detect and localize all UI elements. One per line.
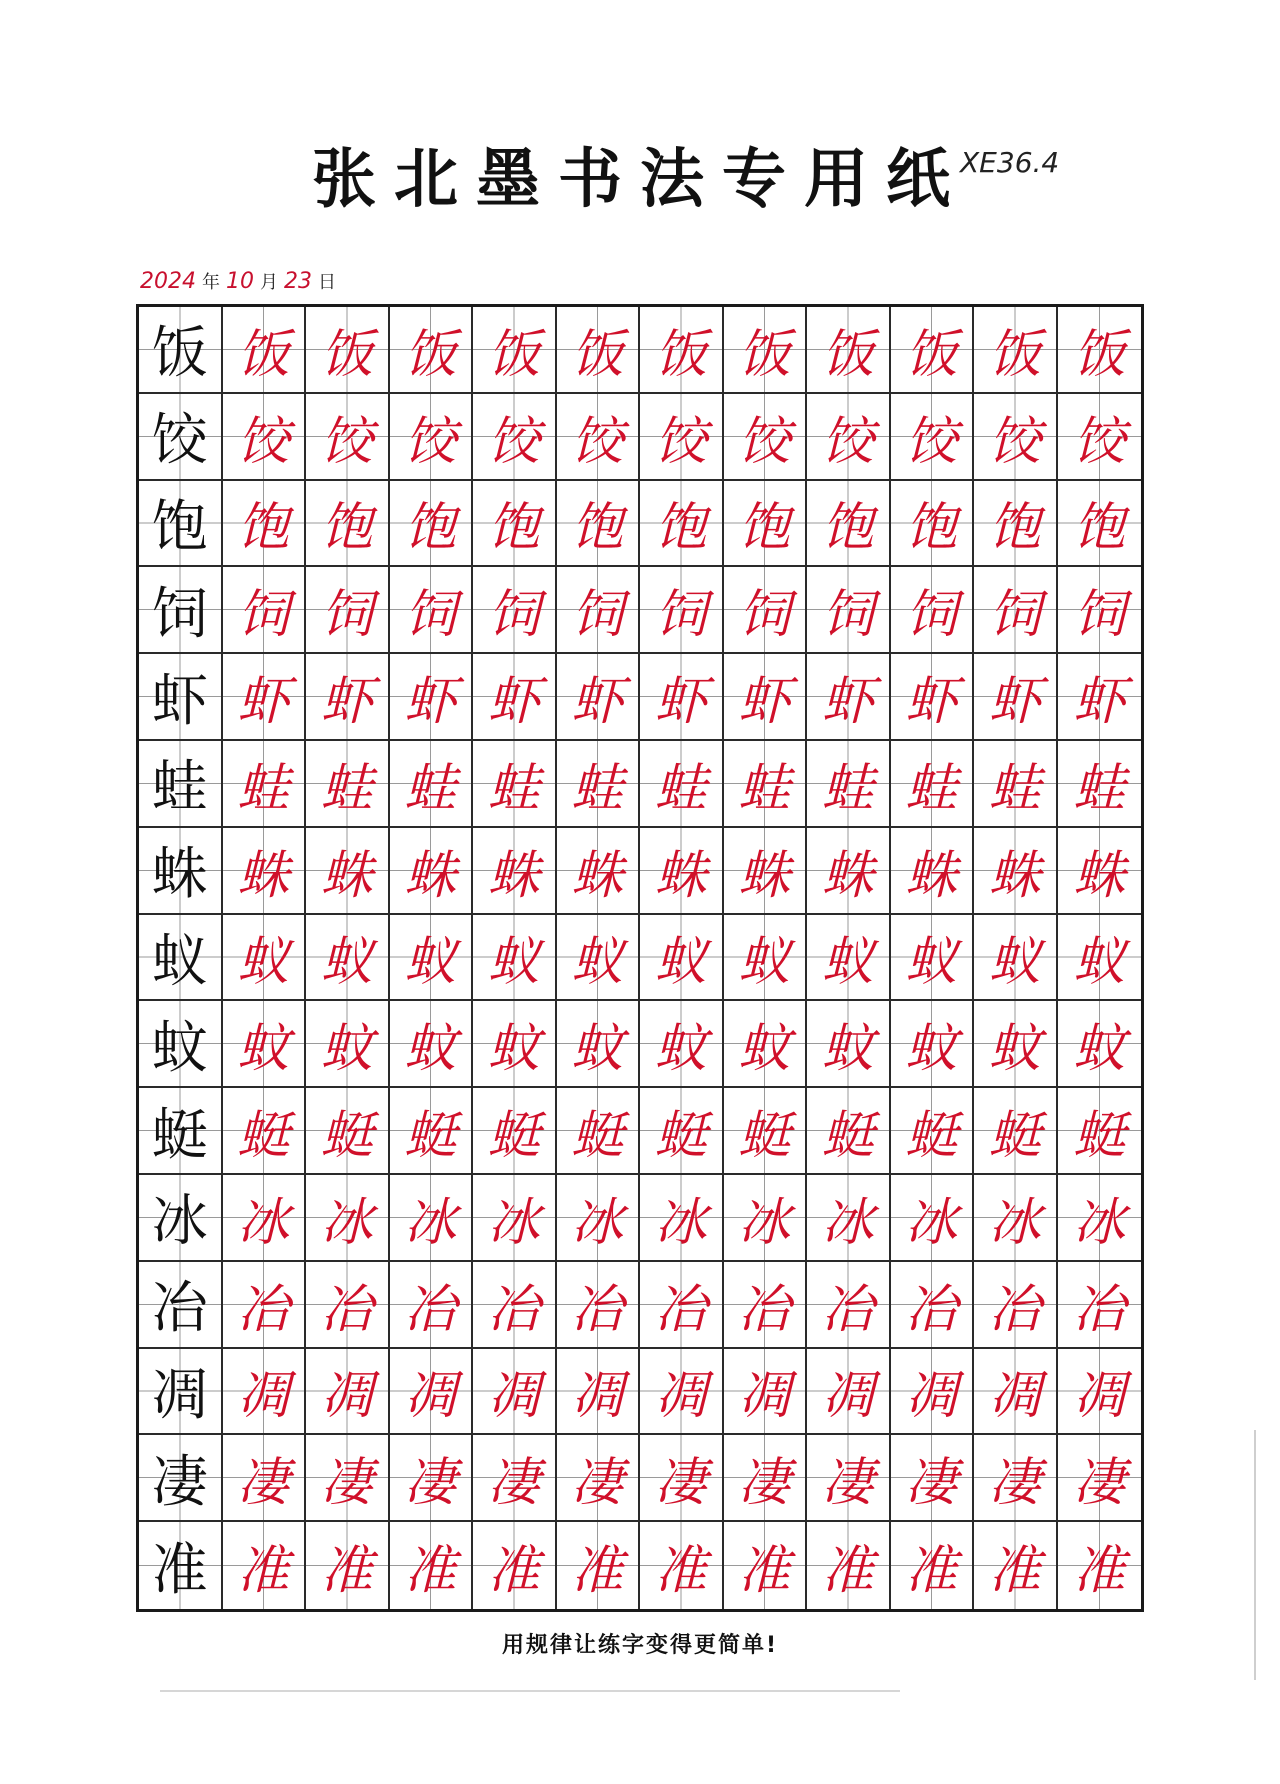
practice-character: 凋 [807, 1349, 891, 1436]
practice-character: 饭 [724, 307, 808, 394]
practice-character: 饺 [1058, 394, 1142, 481]
practice-character: 蛙 [1058, 741, 1142, 828]
practice-character: 凋 [306, 1349, 390, 1436]
practice-character: 饱 [1058, 481, 1142, 568]
practice-character: 准 [807, 1522, 891, 1609]
practice-character: 蛙 [974, 741, 1058, 828]
practice-character: 饺 [390, 394, 474, 481]
practice-character: 蚊 [390, 1001, 474, 1088]
practice-character: 蚁 [640, 915, 724, 1002]
practice-character: 饲 [807, 567, 891, 654]
practice-character: 凋 [473, 1349, 557, 1436]
practice-character: 蜓 [1058, 1088, 1142, 1175]
practice-character: 蚁 [473, 915, 557, 1002]
practice-character: 蛙 [223, 741, 307, 828]
practice-character: 虾 [974, 654, 1058, 741]
practice-character: 饱 [473, 481, 557, 568]
practice-character: 饺 [724, 394, 808, 481]
practice-character: 凋 [390, 1349, 474, 1436]
practice-character: 蚁 [223, 915, 307, 1002]
practice-character: 准 [891, 1522, 975, 1609]
practice-character: 凄 [390, 1435, 474, 1522]
practice-character: 凄 [807, 1435, 891, 1522]
practice-character: 饱 [891, 481, 975, 568]
practice-character: 饺 [974, 394, 1058, 481]
practice-character: 饺 [557, 394, 641, 481]
practice-character: 凄 [473, 1435, 557, 1522]
practice-character: 蜓 [974, 1088, 1058, 1175]
practice-character: 饲 [1058, 567, 1142, 654]
practice-character: 蛙 [724, 741, 808, 828]
practice-character: 冰 [1058, 1175, 1142, 1262]
practice-character: 蛛 [807, 828, 891, 915]
practice-character: 饺 [306, 394, 390, 481]
practice-character: 冶 [473, 1262, 557, 1349]
model-character: 饺 [139, 394, 223, 481]
practice-character: 冶 [223, 1262, 307, 1349]
date-day-label: 日 [318, 272, 336, 293]
practice-character: 准 [223, 1522, 307, 1609]
practice-character: 饭 [473, 307, 557, 394]
practice-character: 蜓 [724, 1088, 808, 1175]
practice-character: 蚁 [557, 915, 641, 1002]
practice-character: 蚊 [1058, 1001, 1142, 1088]
model-character: 饭 [139, 307, 223, 394]
practice-character: 蛙 [807, 741, 891, 828]
practice-character: 蚁 [974, 915, 1058, 1002]
practice-character: 虾 [724, 654, 808, 741]
practice-grid [136, 304, 1144, 1612]
practice-character: 冰 [557, 1175, 641, 1262]
practice-character: 蛛 [306, 828, 390, 915]
practice-character: 饱 [390, 481, 474, 568]
practice-character: 虾 [891, 654, 975, 741]
practice-character: 蚁 [390, 915, 474, 1002]
practice-character: 准 [390, 1522, 474, 1609]
practice-character: 饱 [724, 481, 808, 568]
practice-character: 饭 [390, 307, 474, 394]
practice-character: 饲 [557, 567, 641, 654]
practice-character: 饭 [1058, 307, 1142, 394]
practice-character: 准 [974, 1522, 1058, 1609]
model-character: 蜓 [139, 1088, 223, 1175]
practice-character: 蜓 [557, 1088, 641, 1175]
practice-character: 虾 [306, 654, 390, 741]
practice-character: 准 [1058, 1522, 1142, 1609]
practice-character: 冶 [807, 1262, 891, 1349]
practice-character: 蛙 [557, 741, 641, 828]
practice-character: 饲 [724, 567, 808, 654]
date-month-label: 月 [260, 272, 278, 293]
practice-character: 凄 [724, 1435, 808, 1522]
practice-character: 饱 [306, 481, 390, 568]
practice-character: 饭 [223, 307, 307, 394]
practice-character: 饲 [891, 567, 975, 654]
practice-character: 蛙 [473, 741, 557, 828]
practice-character: 蛛 [724, 828, 808, 915]
page-title: 张北墨书法专用纸 [312, 142, 968, 217]
practice-character: 凋 [974, 1349, 1058, 1436]
practice-character: 冰 [807, 1175, 891, 1262]
practice-character: 冶 [557, 1262, 641, 1349]
practice-character: 冶 [724, 1262, 808, 1349]
date-line [140, 268, 342, 294]
practice-character: 凄 [640, 1435, 724, 1522]
practice-character: 冰 [891, 1175, 975, 1262]
practice-character: 饭 [640, 307, 724, 394]
practice-character: 冰 [724, 1175, 808, 1262]
practice-character: 蚊 [724, 1001, 808, 1088]
practice-character: 蛙 [306, 741, 390, 828]
practice-character: 准 [557, 1522, 641, 1609]
practice-character: 蚁 [1058, 915, 1142, 1002]
practice-character: 凄 [891, 1435, 975, 1522]
practice-character: 蚊 [306, 1001, 390, 1088]
practice-character: 虾 [390, 654, 474, 741]
practice-character: 饺 [223, 394, 307, 481]
practice-character: 凋 [724, 1349, 808, 1436]
model-character: 凋 [139, 1349, 223, 1436]
practice-character: 蚊 [557, 1001, 641, 1088]
practice-character: 饲 [473, 567, 557, 654]
practice-character: 蚊 [891, 1001, 975, 1088]
practice-character: 冰 [223, 1175, 307, 1262]
practice-character: 饲 [974, 567, 1058, 654]
practice-character: 准 [306, 1522, 390, 1609]
practice-character: 蜓 [223, 1088, 307, 1175]
practice-character: 蜓 [891, 1088, 975, 1175]
practice-character: 蚊 [640, 1001, 724, 1088]
practice-character: 蚁 [891, 915, 975, 1002]
practice-character: 虾 [223, 654, 307, 741]
practice-character: 凄 [974, 1435, 1058, 1522]
practice-character: 蛙 [640, 741, 724, 828]
bottom-divider [160, 1690, 900, 1692]
practice-character: 虾 [557, 654, 641, 741]
practice-character: 饱 [807, 481, 891, 568]
practice-character: 准 [724, 1522, 808, 1609]
practice-character: 凄 [1058, 1435, 1142, 1522]
practice-character: 饲 [223, 567, 307, 654]
model-character: 准 [139, 1522, 223, 1609]
practice-character: 凄 [306, 1435, 390, 1522]
practice-character: 饭 [557, 307, 641, 394]
practice-character: 蚊 [807, 1001, 891, 1088]
practice-character: 冶 [1058, 1262, 1142, 1349]
practice-character: 蜓 [390, 1088, 474, 1175]
practice-character: 饲 [306, 567, 390, 654]
practice-character: 冰 [306, 1175, 390, 1262]
practice-character: 蜓 [640, 1088, 724, 1175]
practice-character: 蛛 [974, 828, 1058, 915]
date-year: 2024 [140, 269, 196, 294]
practice-character: 冰 [390, 1175, 474, 1262]
practice-character: 蚊 [223, 1001, 307, 1088]
practice-character: 冶 [306, 1262, 390, 1349]
practice-character: 虾 [1058, 654, 1142, 741]
right-edge-line [1254, 1430, 1256, 1680]
practice-character: 蛙 [891, 741, 975, 828]
practice-character: 蚁 [724, 915, 808, 1002]
model-character: 冶 [139, 1262, 223, 1349]
practice-character: 饱 [974, 481, 1058, 568]
practice-character: 准 [640, 1522, 724, 1609]
practice-character: 饺 [473, 394, 557, 481]
model-character: 蛙 [139, 741, 223, 828]
practice-character: 饺 [807, 394, 891, 481]
practice-character: 虾 [640, 654, 724, 741]
practice-character: 蛛 [1058, 828, 1142, 915]
date-day: 23 [284, 269, 312, 294]
practice-character: 饲 [390, 567, 474, 654]
practice-character: 冶 [891, 1262, 975, 1349]
practice-character: 蛛 [473, 828, 557, 915]
practice-character: 冶 [640, 1262, 724, 1349]
practice-character: 准 [473, 1522, 557, 1609]
practice-character: 凋 [223, 1349, 307, 1436]
practice-character: 饭 [306, 307, 390, 394]
practice-character: 饭 [807, 307, 891, 394]
practice-character: 饱 [223, 481, 307, 568]
model-character: 饱 [139, 481, 223, 568]
practice-character: 蛛 [640, 828, 724, 915]
paper-code: XE36.4 [960, 146, 1060, 179]
practice-character: 饺 [640, 394, 724, 481]
practice-character: 凋 [1058, 1349, 1142, 1436]
practice-character: 蚊 [974, 1001, 1058, 1088]
practice-character: 冰 [974, 1175, 1058, 1262]
practice-character: 蜓 [306, 1088, 390, 1175]
practice-character: 蛛 [390, 828, 474, 915]
model-character: 凄 [139, 1435, 223, 1522]
practice-character: 凋 [557, 1349, 641, 1436]
practice-character: 蛛 [557, 828, 641, 915]
practice-character: 蛛 [223, 828, 307, 915]
practice-character: 蚁 [306, 915, 390, 1002]
practice-character: 饭 [974, 307, 1058, 394]
practice-character: 蛛 [891, 828, 975, 915]
model-character: 蛛 [139, 828, 223, 915]
practice-character: 蚁 [807, 915, 891, 1002]
practice-character: 蛙 [390, 741, 474, 828]
practice-character: 凋 [640, 1349, 724, 1436]
practice-character: 虾 [807, 654, 891, 741]
model-character: 冰 [139, 1175, 223, 1262]
practice-character: 冶 [974, 1262, 1058, 1349]
date-month: 10 [226, 269, 254, 294]
practice-character: 冶 [390, 1262, 474, 1349]
model-character: 虾 [139, 654, 223, 741]
model-character: 蚊 [139, 1001, 223, 1088]
model-character: 蚁 [139, 915, 223, 1002]
model-character: 饲 [139, 567, 223, 654]
practice-character: 凄 [223, 1435, 307, 1522]
practice-character: 凄 [557, 1435, 641, 1522]
date-year-label: 年 [202, 272, 220, 293]
practice-character: 虾 [473, 654, 557, 741]
practice-character: 冰 [640, 1175, 724, 1262]
footer-slogan: 用规律让练字变得更简单! [501, 1633, 779, 1658]
practice-character: 蚊 [473, 1001, 557, 1088]
practice-character: 饺 [891, 394, 975, 481]
practice-character: 饱 [557, 481, 641, 568]
practice-character: 蜓 [473, 1088, 557, 1175]
practice-character: 饭 [891, 307, 975, 394]
practice-character: 凋 [891, 1349, 975, 1436]
practice-character: 饱 [640, 481, 724, 568]
practice-character: 饲 [640, 567, 724, 654]
practice-character: 蜓 [807, 1088, 891, 1175]
practice-character: 冰 [473, 1175, 557, 1262]
